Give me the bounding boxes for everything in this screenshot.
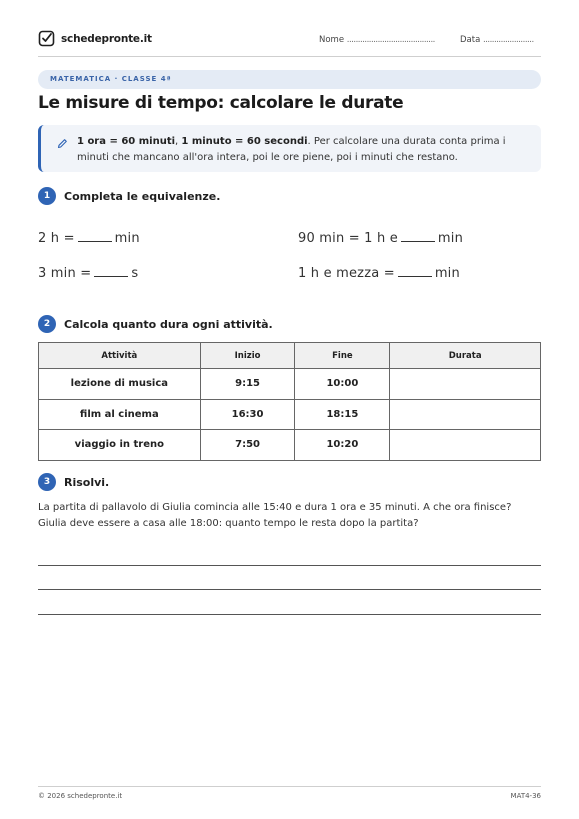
- start-cell: 9:15: [200, 369, 295, 400]
- equivalence-unit: min: [114, 231, 140, 246]
- copyright: © 2026 schedepronte.it: [38, 792, 123, 800]
- exercise-1-title: Completa le equivalenze.: [64, 189, 221, 203]
- checklist-icon: [38, 30, 55, 47]
- activity-table: [38, 342, 541, 461]
- end-cell: 10:00: [295, 369, 390, 400]
- column-header: Attività: [39, 343, 201, 369]
- page-header: [38, 30, 541, 57]
- start-cell: 7:50: [200, 430, 295, 461]
- answer-blank[interactable]: [398, 276, 432, 277]
- duration-cell[interactable]: [390, 369, 541, 400]
- exercise-3-number: 3: [38, 473, 56, 491]
- exercise-2-number: 2: [38, 315, 56, 333]
- duration-cell[interactable]: [390, 430, 541, 461]
- note-sep: ,: [175, 136, 182, 147]
- subject-bar: [38, 70, 541, 89]
- note-bold-1: 1 ora = 60 minuti: [77, 136, 176, 147]
- subject-label: MATEMATICA · CLASSE 4ª: [50, 75, 172, 83]
- column-header: Durata: [390, 343, 541, 369]
- table-header-row: [39, 343, 541, 369]
- note-body: . Per calcolare una durata conta prima i minuti che mancano all'ora intera, poi le ore piene, poi i minuti che restano.: [77, 136, 506, 163]
- exercise-2-title: Calcola quanto dura ogni attività.: [64, 317, 273, 331]
- name-dots: ........................................: [346, 35, 435, 45]
- name-label: Nome: [319, 35, 345, 45]
- start-cell: 16:30: [200, 399, 295, 430]
- exercise-1-number: 1: [38, 187, 56, 205]
- brand-name: schedepronte.it: [61, 32, 152, 45]
- info-note: [38, 125, 541, 172]
- brand-logo: [38, 30, 152, 47]
- column-header: Fine: [295, 343, 390, 369]
- answer-blank[interactable]: [401, 241, 435, 242]
- equivalence-unit: min: [434, 266, 460, 281]
- equivalence-left: 90 min = 1 h e: [298, 231, 398, 246]
- answer-blank[interactable]: [78, 241, 112, 242]
- activity-cell: viaggio in treno: [39, 430, 201, 461]
- exercise-3-heading: [38, 473, 109, 491]
- date-label: Data: [460, 35, 481, 45]
- date-dots: .......................: [483, 35, 534, 45]
- duration-cell[interactable]: [390, 399, 541, 430]
- equivalence-item: [298, 266, 460, 281]
- note-bold-2: 1 minuto = 60 secondi: [181, 136, 308, 147]
- sheet-code: MAT4-36: [510, 792, 541, 800]
- exercise-2-heading: [38, 315, 273, 333]
- answer-line[interactable]: [38, 614, 541, 615]
- pencil-icon: [57, 138, 68, 149]
- table-row: [39, 369, 541, 400]
- page-footer: [38, 786, 541, 800]
- note-text: [77, 134, 527, 166]
- activity-cell: film al cinema: [39, 399, 201, 430]
- equivalence-item: [38, 266, 138, 281]
- exercise-1-heading: [38, 187, 220, 205]
- end-cell: 18:15: [295, 399, 390, 430]
- answer-line[interactable]: [38, 589, 541, 590]
- equivalence-unit: s: [131, 266, 139, 281]
- equivalence-unit: min: [437, 231, 464, 246]
- name-field[interactable]: [319, 35, 435, 45]
- answer-blank[interactable]: [94, 276, 128, 277]
- exercise-3-title: Risolvi.: [64, 475, 110, 489]
- equivalence-left: 2 h =: [38, 231, 75, 246]
- page-title: Le misure di tempo: calcolare le durate: [38, 93, 404, 113]
- table-row: [39, 399, 541, 430]
- equivalence-item: [38, 231, 140, 246]
- end-cell: 10:20: [295, 430, 390, 461]
- equivalence-left: 1 h e mezza =: [298, 266, 395, 281]
- problem-text: La partita di pallavolo di Giulia comincia alle 15:40 e dura 1 ora e 35 minuti. A che ora finisce? Giulia deve essere a casa alle 18:00: quanto tempo le resta dopo la partita?: [38, 502, 512, 529]
- date-field[interactable]: [460, 35, 534, 45]
- table-row: [39, 430, 541, 461]
- answer-line[interactable]: [38, 565, 541, 566]
- equivalence-left: 3 min =: [38, 266, 92, 281]
- activity-cell: lezione di musica: [39, 369, 201, 400]
- equivalence-item: [298, 231, 463, 246]
- column-header: Inizio: [200, 343, 295, 369]
